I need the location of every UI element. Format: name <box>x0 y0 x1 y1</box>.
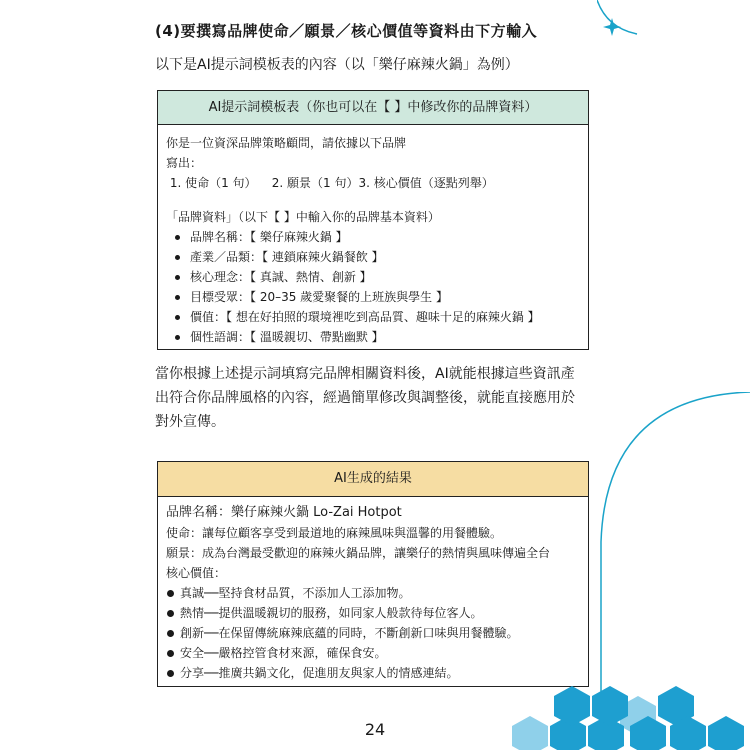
list-item: 真誠──堅持食材品質，不添加人工添加物。 <box>166 583 580 603</box>
mission-line: 使命：讓每位顧客享受到最道地的麻辣風味與溫馨的用餐體驗。 <box>166 526 503 540</box>
vision-line: 願景：成為台灣最受歡迎的麻辣火鍋品牌，讓樂仔的熱情與風味傳遍全台 <box>166 546 551 560</box>
core-values-label: 核心價值： <box>166 566 227 580</box>
ai-result-title: AI生成的結果 <box>158 462 588 497</box>
list-item: 價值：【 想在好拍照的環境裡吃到高品質、趣味十足的麻辣火鍋 】 <box>166 307 580 327</box>
sparkle-star-icon <box>603 18 621 36</box>
brand-data-header: 「品牌資料」（以下【 】中輸入你的品牌基本資料） <box>166 210 440 224</box>
decorative-arc-icon <box>597 0 750 60</box>
page-number: 24 <box>364 720 386 739</box>
paragraph-line: 當你根據上述提示詞填寫完品牌相關資料後，AI就能根據這些資訊產 <box>155 366 575 382</box>
intro-line: 你是一位資深品牌策略顧問，請依據以下品牌 <box>166 136 407 150</box>
brand-name-line: 品牌名稱：樂仔麻辣火鍋 Lo-Zai Hotpot <box>166 505 402 520</box>
explanation-paragraph <box>155 362 595 434</box>
ai-result-box <box>157 461 589 687</box>
intro-line: 寫出： <box>166 156 203 170</box>
list-item: 目標受眾：【 20–35 歲愛聚餐的上班族與學生 】 <box>166 287 580 307</box>
list-item: 創新──在保留傳統麻辣底蘊的同時，不斷創新口味與用餐體驗。 <box>166 623 580 643</box>
prompt-template-box <box>157 90 589 350</box>
section-subheading: 以下是AI提示詞模板表的內容（以「樂仔麻辣火鍋」為例） <box>155 57 519 73</box>
list-item: 熱情──提供溫暖親切的服務，如同家人般款待每位客人。 <box>166 603 580 623</box>
core-values-list <box>166 583 580 683</box>
prompt-template-title: AI提示詞模板表（你也可以在【 】中修改你的品牌資料） <box>158 91 588 125</box>
list-item: 個性語調：【 溫暖親切、帶點幽默 】 <box>166 327 580 347</box>
list-item: 產業／品類：【 連鎖麻辣火鍋餐飲 】 <box>166 247 580 267</box>
intro-line: 1. 使命（1 句） 2. 願景（1 句）3. 核心價值（逐點列舉） <box>166 176 494 190</box>
brand-data-list <box>166 227 580 347</box>
ai-result-body <box>158 497 588 683</box>
list-item: 核心理念：【 真誠、熱情、創新 】 <box>166 267 580 287</box>
paragraph-line: 出符合你品牌風格的內容，經過簡單修改與調整後，就能直接應用於 <box>155 390 575 406</box>
list-item: 安全──嚴格控管食材來源，確保食安。 <box>166 643 580 663</box>
hexagon-pattern-icon <box>494 686 750 750</box>
list-item: 分享──推廣共鍋文化，促進朋友與家人的情感連結。 <box>166 663 580 683</box>
list-item: 品牌名稱：【 樂仔麻辣火鍋 】 <box>166 227 580 247</box>
paragraph-line: 對外宣傳。 <box>155 414 225 430</box>
prompt-template-body <box>158 125 588 347</box>
section-heading: (4)要撰寫品牌使命／願景／核心價值等資料由下方輸入 <box>155 22 538 40</box>
decorative-curve-icon <box>596 392 750 692</box>
